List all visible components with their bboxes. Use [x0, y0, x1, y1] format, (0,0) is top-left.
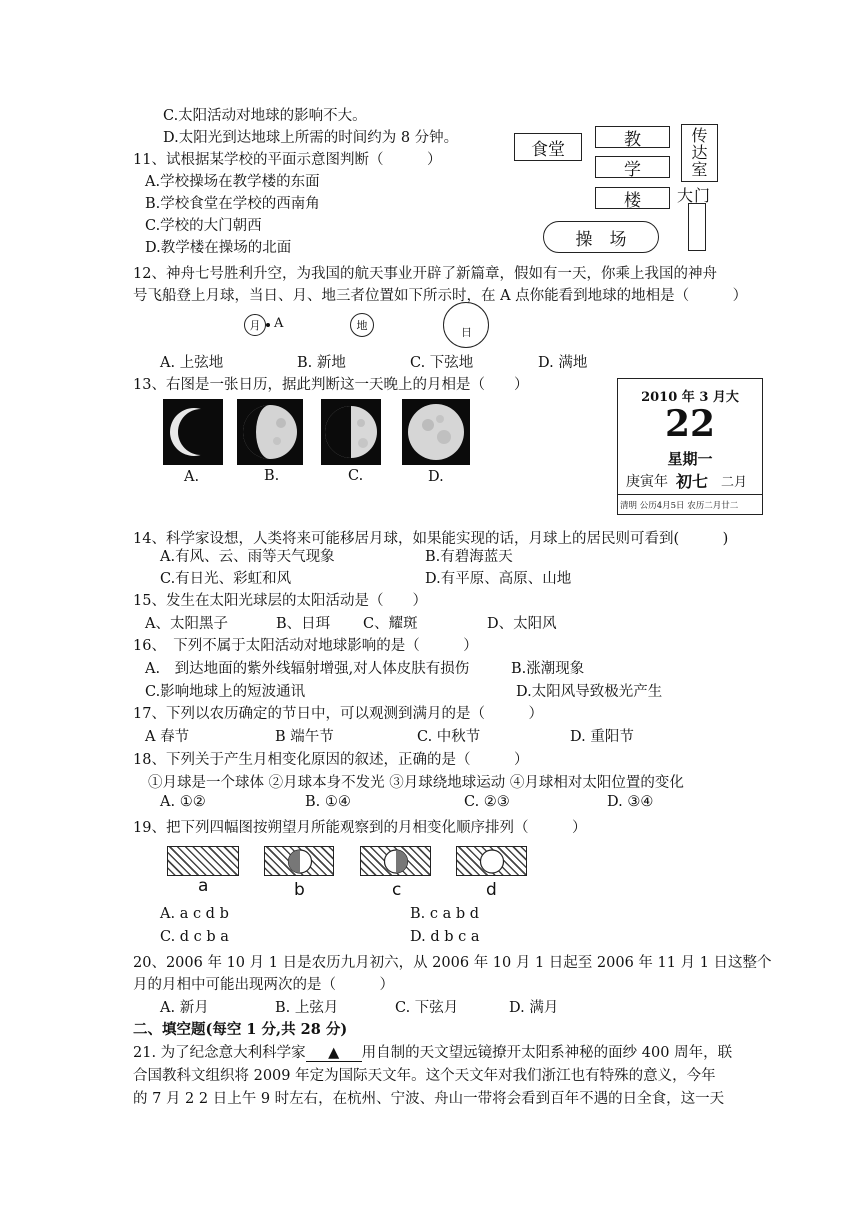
map-gate [688, 203, 706, 251]
q16-option-d: D.太阳风导致极光产生 [516, 684, 663, 700]
blank-triangle-icon: ▲ [328, 1045, 340, 1061]
q17-option-a: A 春节 [145, 729, 190, 745]
q18-option-a: A. ①② [160, 794, 206, 810]
phase-d-moon [479, 849, 505, 874]
moon-photo-gibbous-right [237, 399, 303, 465]
q18-stem: 18、下列关于产生月相变化原因的叙述，正确的是（ ） [133, 752, 529, 768]
q13-label-c: C. [348, 468, 364, 484]
phase-c-moon [383, 849, 409, 874]
q20-option-a: A. 新月 [160, 1000, 209, 1016]
q17-option-c: C. 中秋节 [417, 729, 481, 745]
q20-option-d: D. 满月 [509, 1000, 559, 1016]
map-teaching-building-1: 教 [595, 126, 670, 148]
q18-option-d: D. ③④ [607, 794, 654, 810]
q12-stem-line1: 12、神舟七号胜利升空，为我国的航天事业开辟了新篇章，假如有一天，你乘上我国的神舟 [133, 266, 717, 282]
q18-option-c: C. ②③ [464, 794, 510, 810]
point-a-label: A [274, 316, 284, 331]
sun-circle [443, 302, 489, 348]
q11-option-b: B.学校食堂在学校的西南角 [145, 196, 320, 212]
q20-stem-line2: 月的月相中可能出现两次的是（ ） [133, 977, 394, 993]
q11-option-a: A.学校操场在教学楼的东面 [145, 174, 320, 190]
calendar-page [617, 378, 763, 515]
phase-label-c: c [392, 880, 402, 900]
q21-line1 [133, 1041, 732, 1062]
moon-photo-half [321, 399, 381, 465]
q19-option-c: C. d c b a [160, 929, 229, 945]
map-gate-label: 大门 [677, 186, 712, 205]
q13-label-a: A. [184, 469, 200, 485]
q21-line1-prefix: 21. 为了纪念意大利科学家 [133, 1045, 306, 1061]
map-canteen: 食堂 [514, 133, 582, 161]
q15-option-b: B、日珥 [276, 616, 331, 632]
q16-option-a: A. 到达地面的紫外线辐射增强,对人体皮肤有损伤 [145, 661, 470, 677]
phase-b-moon [287, 849, 313, 874]
phase-label-b: b [294, 880, 305, 900]
earth-circle: 地 [350, 313, 374, 337]
q18-statements: ①月球是一个球体 ②月球本身不发光 ③月球绕地球运动 ④月球相对太阳位置的变化 [148, 775, 684, 791]
q14-stem: 14、科学家设想，人类将来可能移居月球，如果能实现的话，月球上的居民则可看到( ) [133, 531, 729, 547]
q21-line1-suffix: 用自制的天文望远镜撩开太阳系神秘的面纱 400 周年，联 [361, 1045, 733, 1061]
phase-label-d: d [486, 880, 497, 900]
q12-option-a: A. 上弦地 [160, 355, 224, 371]
map-teaching-building-3: 楼 [595, 187, 670, 209]
q20-stem-line1: 20、2006 年 10 月 1 日是农历九月初六，从 2006 年 10 月 1 日起至 2006 年 11 月 1 日这整个 [133, 955, 772, 971]
q12-option-d: D. 满地 [538, 355, 588, 371]
map-reception: 传达室 [681, 124, 718, 182]
q19-option-a: A. a c d b [160, 906, 229, 922]
q16-option-b: B.涨潮现象 [511, 661, 585, 677]
q17-stem: 17、下列以农历确定的节日中，可以观测到满月的是（ ） [133, 706, 543, 722]
section-2-title: 二、填空题(每空 1 分,共 28 分) [133, 1021, 348, 1038]
q14-option-b: B.有碧海蓝天 [425, 549, 513, 565]
calendar-lunar-year: 庚寅年 [626, 474, 668, 490]
phase-figure-b [264, 846, 334, 876]
q15-option-a: A、太阳黑子 [145, 616, 228, 632]
moon-photo-full [402, 399, 470, 465]
calendar-weekday: 星期一 [667, 450, 713, 468]
q11-option-c: C.学校的大门朝西 [145, 218, 262, 234]
q20-option-b: B. 上弦月 [275, 1000, 339, 1016]
sun-label: 日 [461, 326, 472, 339]
calendar-lunar-month: 二月 [721, 475, 748, 490]
q19-stem: 19、把下列四幅图按朔望月所能观察到的月相变化顺序排列（ ） [133, 820, 587, 836]
calendar-header: 2010 年 3 月大 [641, 390, 739, 405]
q11-option-d: D.教学楼在操场的北面 [145, 240, 292, 256]
q14-option-c: C.有日光、彩虹和风 [160, 571, 292, 587]
map-playground: 操 场 [543, 221, 659, 253]
phase-label-a: a [198, 876, 209, 896]
q15-stem: 15、发生在太阳光球层的太阳活动是（ ） [133, 593, 427, 609]
q18-option-b: B. ①④ [305, 794, 351, 810]
q10-option-c: C.太阳活动对地球的影响不大。 [163, 108, 367, 124]
q15-option-d: D、太阳风 [487, 616, 557, 632]
q10-option-d: D.太阳光到达地球上所需的时间约为 8 分钟。 [163, 130, 459, 146]
q12-stem-line2: 号飞船登上月球，当日、月、地三者位置如下所示时，在 A 点你能看到地球的地相是（ ） [133, 288, 748, 304]
phase-figure-d [456, 846, 527, 876]
q21-line2: 合国教科文组织将 2009 年定为国际天文年。这个天文年对我们浙江也有特殊的意义，今年 [133, 1068, 716, 1084]
phase-figure-c [360, 846, 431, 876]
q21-blank [306, 1045, 362, 1062]
q16-stem: 16、 下列不属于太阳活动对地球影响的是（ ） [133, 638, 478, 654]
phase-figure-a [167, 846, 239, 876]
moon-photo-crescent [163, 399, 223, 465]
q13-label-b: B. [264, 468, 280, 484]
q20-option-c: C. 下弦月 [395, 1000, 459, 1016]
q15-option-c: C、耀斑 [363, 616, 418, 632]
calendar-divider [618, 494, 762, 495]
q14-option-a: A.有风、云、雨等天气现象 [160, 549, 335, 565]
q14-option-d: D.有平原、高原、山地 [425, 571, 572, 587]
calendar-lunar-day: 初七 [676, 472, 709, 491]
q12-option-b: B. 新地 [297, 355, 346, 371]
q16-option-c: C.影响地球上的短波通讯 [145, 684, 306, 700]
q13-label-d: D. [428, 469, 444, 485]
point-a-dot [266, 323, 270, 327]
q19-option-b: B. c a b d [410, 906, 480, 922]
moon-circle: 月 [244, 314, 266, 336]
q11-stem: 11、试根据某学校的平面示意图判断（ ） [133, 152, 442, 168]
q17-option-d: D. 重阳节 [570, 729, 634, 745]
calendar-day: 22 [664, 403, 716, 445]
q13-stem: 13、右图是一张日历，据此判断这一天晚上的月相是（ ） [133, 377, 529, 393]
map-teaching-building-2: 学 [595, 156, 670, 178]
q21-line3: 的 7 月 2 2 日上午 9 时左右，在杭州、宁波、舟山一带将会看到百年不遇的日全食，这一天 [133, 1091, 725, 1107]
q19-option-d: D. d b c a [410, 929, 480, 945]
q12-option-c: C. 下弦地 [410, 355, 474, 371]
q17-option-b: B 端午节 [275, 729, 334, 745]
calendar-footer: 清明 公历4月5日 农历二月廿二 [620, 501, 739, 511]
